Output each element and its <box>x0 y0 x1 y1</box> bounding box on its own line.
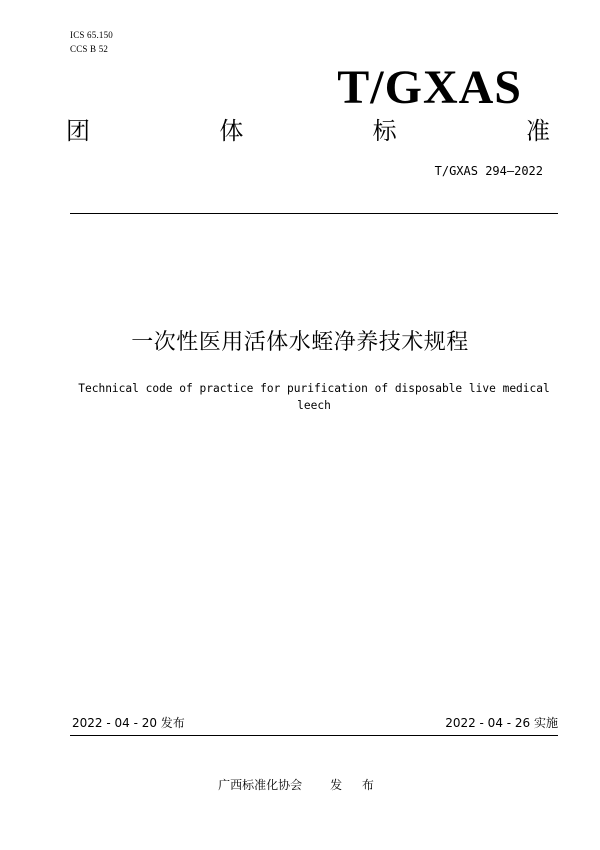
organization-code: T/GXAS <box>337 61 522 114</box>
standard-type-char: 团 <box>66 117 90 145</box>
standard-type <box>66 116 550 146</box>
publish-date: 2022 - 04 - 20 发布 <box>72 716 185 730</box>
standard-number: T/GXAS 294—2022 <box>434 164 543 178</box>
chinese-title: 一次性医用活体水蛭净养技术规程 <box>131 330 469 355</box>
ics-code: ICS 65.150 <box>70 30 114 40</box>
publisher-action: 发 布 <box>330 778 382 792</box>
standard-type-char: 准 <box>525 117 550 145</box>
publisher-name: 广西标准化协会 <box>218 778 303 792</box>
bottom-divider <box>70 735 558 736</box>
ccs-code: CCS B 52 <box>70 44 109 54</box>
standard-type-char: 标 <box>372 117 397 145</box>
top-divider <box>70 213 558 214</box>
publisher-line <box>0 778 600 792</box>
standard-type-char: 体 <box>219 117 244 145</box>
implement-date: 2022 - 04 - 26 实施 <box>445 716 558 730</box>
english-title: Technical code of practice for purification of disposable live medical leech <box>78 382 550 412</box>
